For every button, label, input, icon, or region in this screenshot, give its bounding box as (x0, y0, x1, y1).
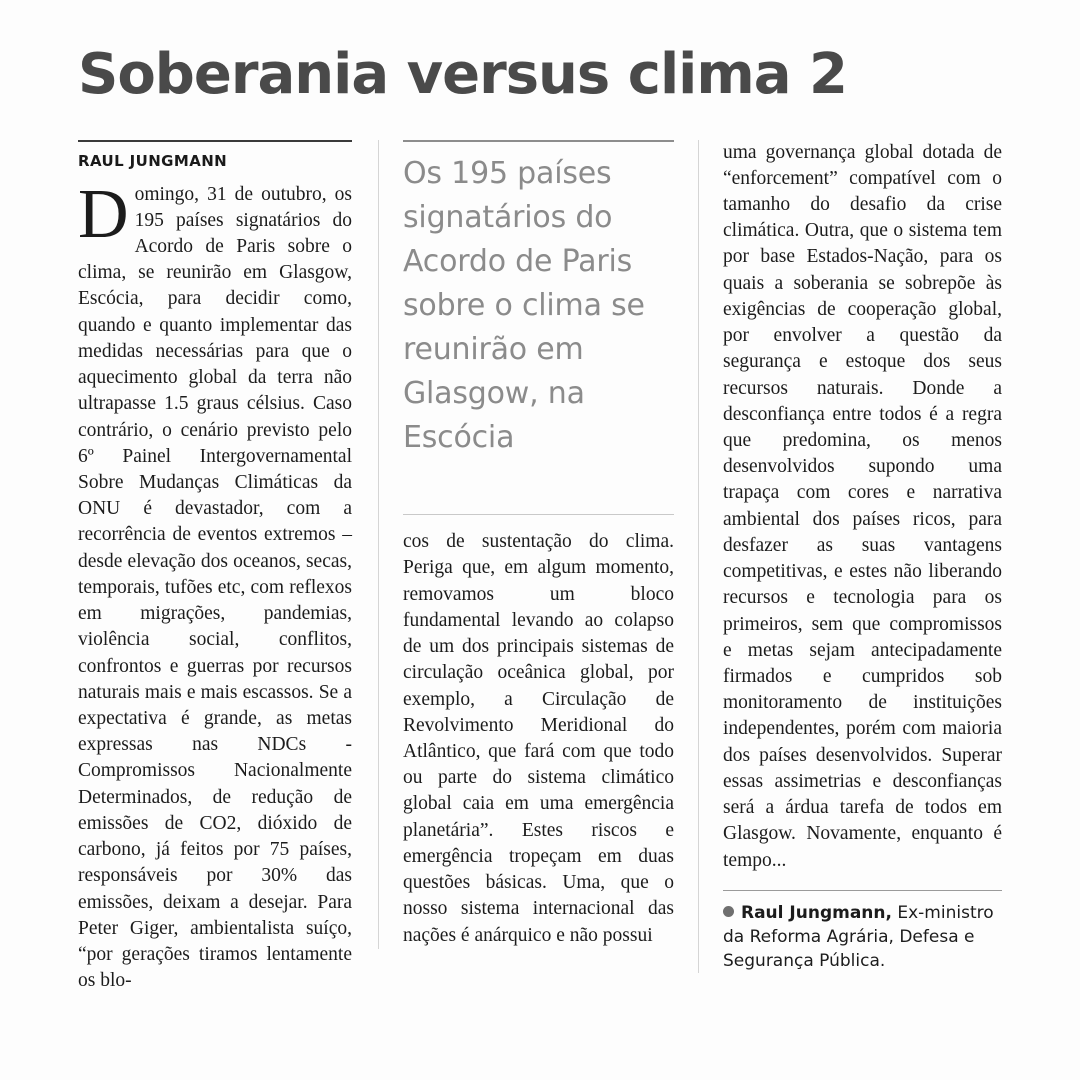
column-one (78, 140, 378, 995)
author-bio-text: Ex-ministro da Reforma Agrária, Defesa e Segurança Pública. (723, 902, 994, 971)
author-byline: RAUL JUNGMANN (78, 151, 228, 170)
pull-quote: Os 195 países signatários do Acordo de Paris sobre o clima se reunirão em Glasgow, na Escócia (403, 155, 645, 456)
body-paragraph-three: uma governança global dotada de “enforcement” compatível com o tamanho do desafio da crise climática. Outra, que o sistema tem por base Estados-Nação, para os quais a soberania se sobrepõe às exigências de cooperação global, por envolver a questão da segurança e estoque dos seus recursos naturais. Donde a desconfiança entre todos é a regra que predomina, os menos desenvolvidos supondo uma trapaça com cores e narrativa ambiental dos países ricos, para desfazer as suas vantagens competitivas, e estes não liberando recursos e tecnologia para os primeiros, sem que compromissos e metas sejam antecipadamente firmados e cumpridos sob monitoramento de instituições independentes, porém com maioria dos países desenvolvidos. Superar essas assimetrias e desconfianças será a árdua tarefa de todos em Glasgow. Novamente, enquanto é tempo... (723, 141, 1002, 871)
body-paragraph-one: Domingo, 31 de outubro, os 195 países signatários do Acordo de Paris sobre o clima, se reunirão em Glasgow, Escócia, para decidir como, quando e quanto implementar das medidas necessárias para que o aquecimento global da terra não ultrapasse 1.5 graus célsius. Caso contrário, o cenário previsto pelo 6º Painel Intergovernamental Sobre Mudanças Climáticas da ONU é devastador, com a recorrência de eventos extremos – desde elevação dos oceanos, secas, temporais, tufões etc, com reflexos em migrações, pandemias, violência social, conflitos, confrontos e guerras por recursos naturais mais e mais escassos. Se a expectativa é grande, as metas expressas nas NDCs - Compromissos Nacionalmente Determinados, de redução de emissões de CO2, dióxido de carbono, já feitos por 75 países, responsáveis por 30% das emissões, deixam a desejar. Para Peter Giger, ambientalista suíço, “por gerações tiramos lentamente os blo- (78, 175, 352, 992)
pullquote-rule (403, 140, 674, 142)
page-title: Soberania versus clima 2 (78, 42, 847, 107)
author-bio-name: Raul Jungmann, (741, 902, 892, 923)
column-divider (403, 514, 674, 515)
spacer (403, 460, 674, 498)
article-columns (78, 140, 1002, 995)
bullet-icon (723, 906, 734, 917)
bio-rule (723, 890, 1002, 891)
author-bio (723, 901, 1002, 973)
column-three (698, 140, 1002, 974)
column-two (378, 140, 698, 949)
column-rule (78, 140, 352, 142)
body-paragraph-two: cos de sustentação do clima. Periga que, em algum momento, removamos um bloco fundamental levando ao colapso de um dos principais sistemas de circulação oceânica global, por exemplo, a Circulação de Revolvimento Meridional do Atlântico, que fará com que todo ou parte do sistema climático global caia em uma emergência planetária”. Estes riscos e emergência tropeçam em duas questões básicas. Uma, que o nosso sistema internacional das nações é anárquico e não possui (403, 531, 674, 946)
